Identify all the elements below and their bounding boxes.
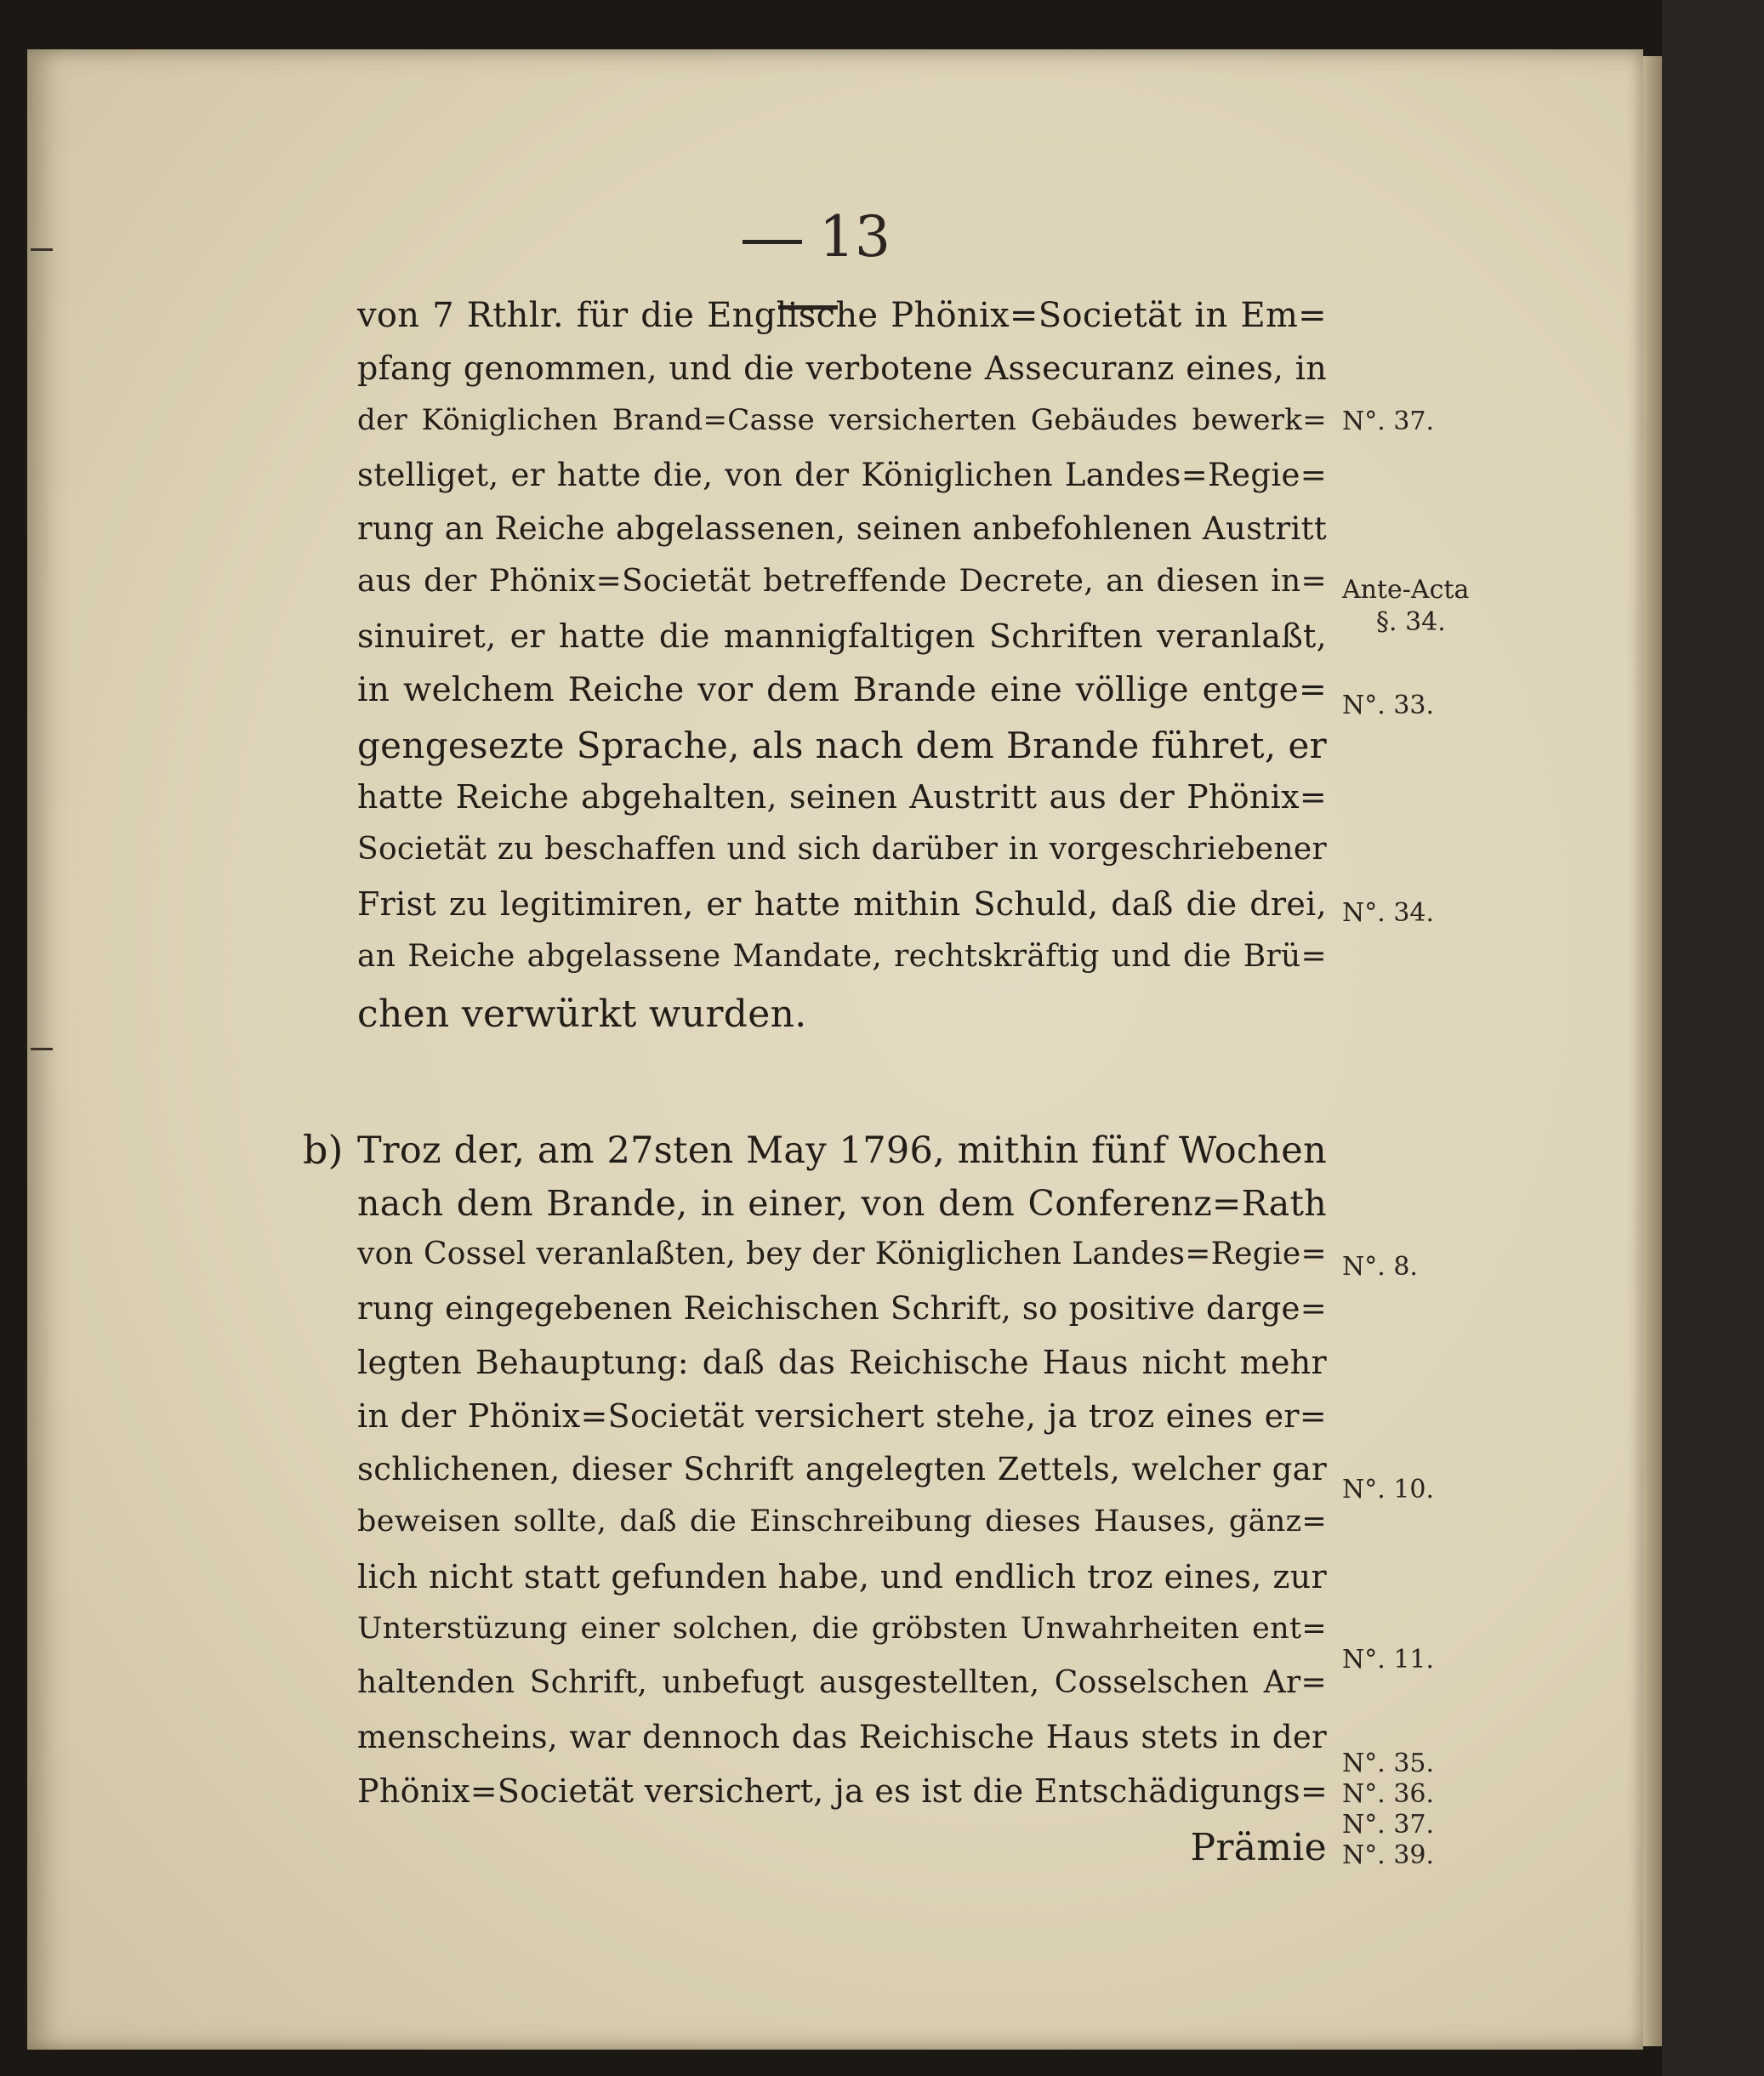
- margin-note: N°. 34.: [1342, 898, 1435, 928]
- margin-note: N°. 8.: [1342, 1252, 1418, 1282]
- text-line: von Cossel veranlaßten, bey der Königlichen Landes=Regie=: [357, 1237, 1327, 1271]
- section-label: b): [303, 1127, 344, 1173]
- text-line: rung eingegebenen Reichischen Schrift, so positive darge=: [357, 1290, 1327, 1327]
- margin-note: N°. 11.: [1342, 1645, 1435, 1675]
- binding-mark: [31, 1048, 53, 1050]
- text-line: Troz der, am 27sten May 1796, mithin fünf Wochen: [357, 1129, 1327, 1172]
- text-line: in welchem Reiche vor dem Brande eine völlige entge=: [357, 671, 1327, 709]
- text-line: an Reiche abgelassene Mandate, rechtskräftig und die Brü=: [357, 939, 1327, 974]
- margin-note: §. 34.: [1376, 607, 1446, 637]
- text-line: aus der Phönix=Societät betreffende Decrete, an diesen in=: [357, 564, 1327, 599]
- margin-note: N°. 39.: [1342, 1840, 1435, 1870]
- text-line: nach dem Brande, in einer, von dem Conferenz=Rath: [357, 1183, 1327, 1224]
- text-line: der Königlichen Brand=Casse versicherten Gebäudes bewerk=: [357, 403, 1327, 437]
- text-line: stelliget, er hatte die, von der Königlichen Landes=Regie=: [357, 457, 1327, 493]
- margin-note: N°. 37.: [1342, 1810, 1435, 1840]
- page-number: 13: [819, 204, 891, 270]
- scan-border: [1662, 0, 1764, 2076]
- text-line: rung an Reiche abgelassenen, seinen anbefohlenen Austritt: [357, 510, 1327, 547]
- text-line: Phönix=Societät versichert, ja es ist die Entschädigungs=: [357, 1772, 1329, 1810]
- text-line: legten Behauptung: daß das Reichische Haus nicht mehr: [357, 1344, 1327, 1381]
- margin-note: N°. 35.: [1342, 1749, 1435, 1778]
- text-line: von 7 Rthlr. für die Englische Phönix=Societät in Em=: [357, 296, 1327, 335]
- margin-note: N°. 33.: [1342, 691, 1435, 720]
- text-line: beweisen sollte, daß die Einschreibung dieses Hauses, gänz=: [357, 1504, 1327, 1539]
- text-line: schlichenen, dieser Schrift angelegten Zettels, welcher gar: [357, 1451, 1327, 1487]
- text-line: lich nicht statt gefunden habe, und endlich troz eines, zur: [357, 1558, 1327, 1595]
- text-line: menscheins, war dennoch das Reichische Haus stets in der: [357, 1719, 1327, 1755]
- text-line: hatte Reiche abgehalten, seinen Austritt aus der Phönix=: [357, 778, 1327, 816]
- margin-note: N°. 10.: [1342, 1475, 1435, 1504]
- text-line: pfang genommen, und die verbotene Assecuranz eines, in: [357, 350, 1327, 387]
- right-page-edge: [1643, 56, 1662, 2046]
- binding-mark: [31, 248, 53, 251]
- header-dash-left: [743, 240, 802, 244]
- text-line: Societät zu beschaffen und sich darüber in vorgeschriebener: [357, 832, 1327, 867]
- margin-note: Ante-Acta: [1342, 575, 1470, 605]
- margin-note: N°. 36.: [1342, 1779, 1435, 1809]
- text-line: sinuiret, er hatte die mannigfaltigen Schriften veranlaßt,: [357, 617, 1327, 655]
- text-line: gengesezte Sprache, als nach dem Brande führet, er: [357, 725, 1327, 766]
- text-line: in der Phönix=Societät versichert stehe, ja troz eines er=: [357, 1397, 1327, 1435]
- text-line: chen verwürkt wurden.: [357, 992, 807, 1036]
- margin-note: N°. 37.: [1342, 407, 1435, 436]
- text-line: Frist zu legitimiren, er hatte mithin Schuld, daß die drei,: [357, 885, 1327, 923]
- catchword: Prämie: [1190, 1826, 1327, 1869]
- text-line: Unterstüzung einer solchen, die gröbsten Unwahrheiten ent=: [357, 1612, 1327, 1646]
- text-line: haltenden Schrift, unbefugt ausgestellten, Cosselschen Ar=: [357, 1665, 1327, 1700]
